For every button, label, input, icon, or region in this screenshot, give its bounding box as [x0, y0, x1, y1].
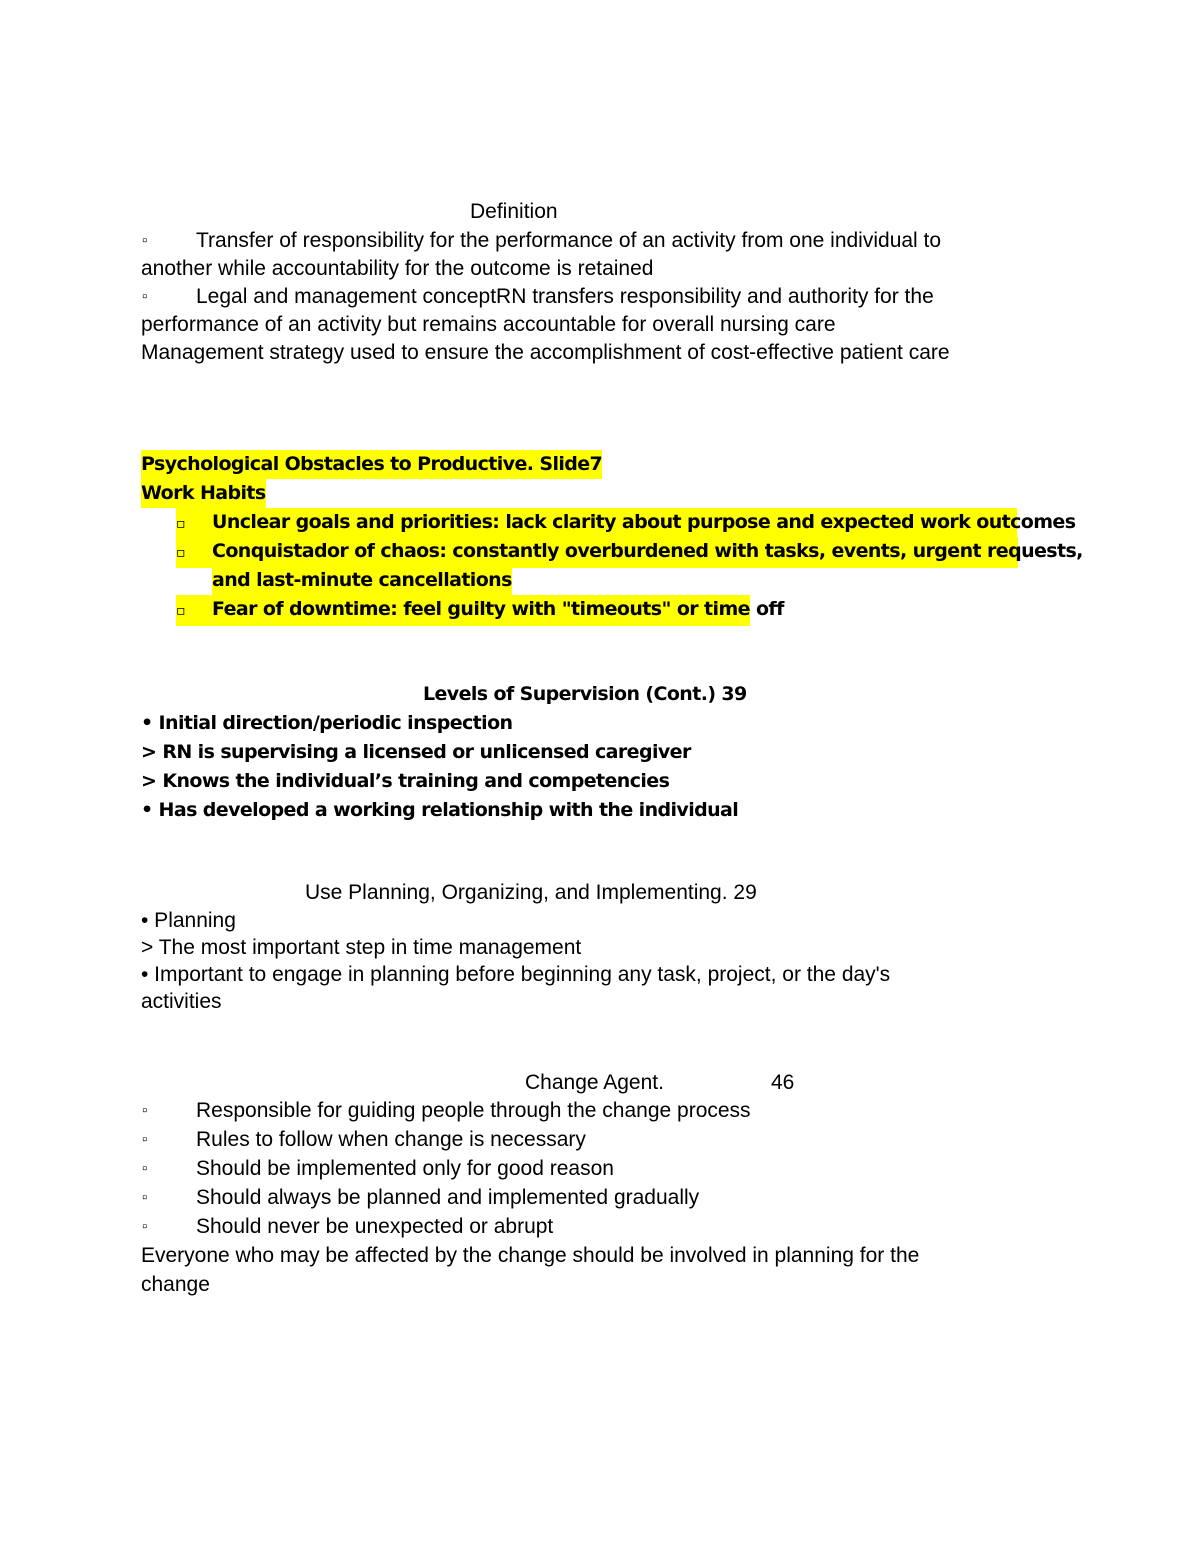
- supervision-line-3: > Knows the individual’s training and competencies: [141, 770, 670, 792]
- obstacle-item-1: [176, 508, 1076, 539]
- bullet-icon: ▫: [176, 603, 185, 619]
- definition-item-1-cont: another while accountability for the outcome is retained: [141, 257, 654, 280]
- obstacle-item-2-cont: and last-minute cancellations: [212, 566, 512, 595]
- planning-line-4: activities: [141, 990, 222, 1013]
- bullet-icon: ▫: [142, 1102, 148, 1119]
- bullet-icon: ▫: [176, 545, 185, 561]
- bullet-icon: ▫: [176, 516, 185, 532]
- planning-line-1: • Planning: [141, 909, 236, 932]
- supervision-title: Levels of Supervision (Cont.) 39: [423, 683, 747, 705]
- obstacle-item-3: [176, 595, 784, 626]
- bullet-icon: ▫: [142, 1131, 148, 1148]
- change-item-4: Should always be planned and implemented gradually: [196, 1186, 700, 1209]
- obstacle-item-2-text: Conquistador of chaos: constantly overburdened with tasks, events, urgent requests,: [212, 540, 1083, 562]
- supervision-line-4: • Has developed a working relationship with the individual: [141, 799, 739, 821]
- change-item-1: Responsible for guiding people through the change process: [196, 1099, 751, 1122]
- definition-title: Definition: [470, 200, 558, 223]
- supervision-line-2: > RN is supervising a licensed or unlicensed caregiver: [141, 741, 691, 763]
- bullet-icon: ▫: [142, 232, 148, 249]
- planning-line-3: • Important to engage in planning before beginning any task, project, or the day's: [141, 963, 891, 986]
- change-title: Change Agent.: [525, 1071, 664, 1094]
- definition-line-3: Management strategy used to ensure the accomplishment of cost-effective patient care: [141, 341, 950, 364]
- definition-item-2: Legal and management conceptRN transfers responsibility and authority for the: [196, 285, 934, 308]
- planning-title: Use Planning, Organizing, and Implementing. 29: [305, 881, 757, 904]
- change-number: 46: [771, 1071, 795, 1094]
- change-closing: Everyone who may be affected by the change should be involved in planning for the: [141, 1244, 920, 1267]
- change-item-5: Should never be unexpected or abrupt: [196, 1215, 554, 1238]
- change-item-2: Rules to follow when change is necessary: [196, 1128, 586, 1151]
- definition-item-2-cont: performance of an activity but remains accountable for overall nursing care: [141, 313, 836, 336]
- change-closing-cont: change: [141, 1273, 210, 1296]
- bullet-icon: ▫: [142, 288, 148, 305]
- definition-item-1: Transfer of responsibility for the performance of an activity from one individual to: [196, 229, 942, 252]
- bullet-icon: ▫: [142, 1189, 148, 1206]
- obstacle-item-3-text: Fear of downtime: feel guilty with "timeouts" or time off: [212, 598, 784, 620]
- bullet-icon: ▫: [142, 1218, 148, 1235]
- obstacles-title: Psychological Obstacles to Productive. Slide7: [141, 450, 602, 479]
- change-item-3: Should be implemented only for good reason: [196, 1157, 614, 1180]
- bullet-icon: ▫: [142, 1160, 148, 1177]
- planning-line-2: > The most important step in time management: [141, 936, 582, 959]
- obstacle-item-2: [176, 537, 1083, 568]
- obstacles-subtitle: Work Habits: [141, 479, 266, 508]
- supervision-line-1: • Initial direction/periodic inspection: [141, 712, 513, 734]
- obstacle-item-1-text: Unclear goals and priorities: lack clarity about purpose and expected work outcomes: [212, 511, 1076, 533]
